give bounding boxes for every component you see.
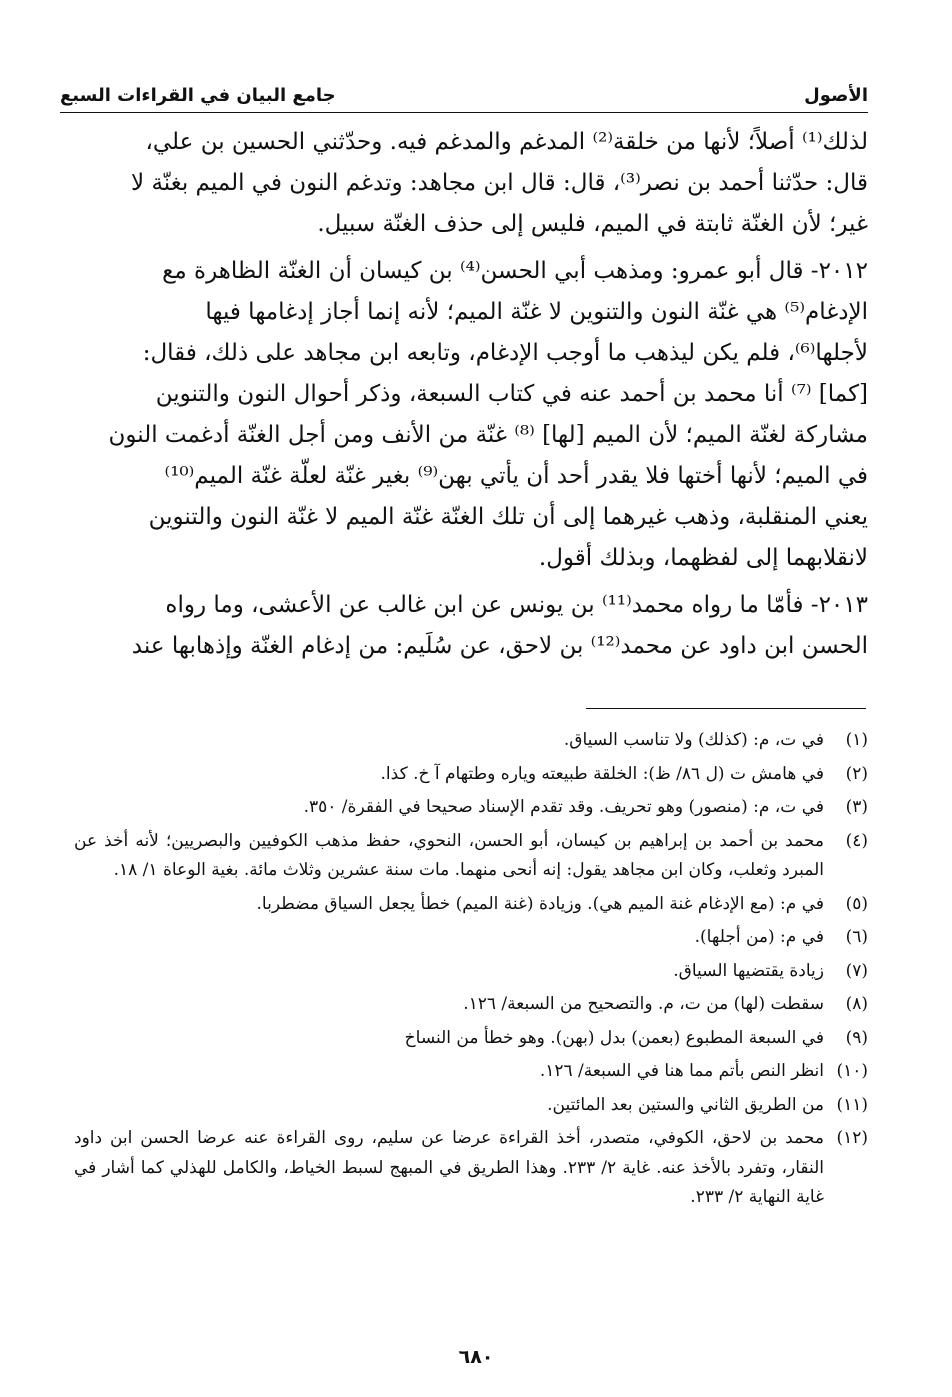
footnote	[74, 1124, 868, 1213]
footnote	[74, 760, 868, 790]
text-line: لانقلابهما إلى لفظهما، وبذلك أقول.	[538, 545, 868, 571]
footnote-text: في هامش ت (ل ٨٦/ ظ): الخلقة طبيعته وياره وطتهام آ خ. كذا.	[380, 763, 824, 784]
footnote-text: في ت، م: (كذلك) ولا تناسب السياق.	[563, 730, 824, 750]
running-header	[60, 72, 868, 113]
footnote-separator	[586, 708, 866, 709]
footnote-text: في م: (من أجلها).	[694, 927, 824, 947]
footnotes	[74, 726, 868, 1217]
footnote	[74, 1091, 868, 1121]
paragraph	[74, 585, 868, 667]
footnote-number: (٥)	[845, 893, 868, 914]
footnote-number: (٣)	[845, 797, 868, 817]
text-line: مشاركة لغنّة الميم؛ لأن الميم [لها] ⁽⁸⁾ غنّة من الأنف ومن أجل الغنّة أدغمت النون	[108, 422, 868, 448]
text-line: غير؛ لأن الغنّة ثابتة في الميم، فليس إلى حذف الغنّة سبيل.	[317, 211, 868, 237]
footnote	[74, 827, 868, 886]
footnote	[74, 793, 868, 823]
text-line: في الميم؛ لأنها أختها فلا يقدر أحد أن يأتي بهن⁽⁹⁾ بغير غنّة لعلّة غنّة الميم⁽¹⁰⁾	[164, 463, 868, 489]
footnote-text: في ت، م: (منصور) وهو تحريف. وقد تقدم الإسناد صحيحا في الفقرة/ ٣٥٠.	[303, 797, 824, 817]
text-line: لأجلها⁽⁶⁾، فلم يكن ليذهب ما أوجب الإدغام، وتابعه ابن مجاهد على ذلك، فقال:	[142, 340, 868, 366]
footnote-number: (١)	[845, 730, 868, 750]
footnote-number: (٩)	[845, 1027, 868, 1048]
text-line: يعني المنقلبة، وذهب غيرهما إلى أن تلك الغنّة غنّة الميم لا غنّة النون والتنوين	[148, 504, 868, 530]
footnote	[74, 890, 868, 920]
footnote-text: محمد بن لاحق، الكوفي، متصدر، أخذ القراءة عرضا عن سليم، روى القراءة عنه عرضا الحسن ابن داود النقار، وتفرد بالأخذ عنه. غاية ٢/ ٢٣٣. وهذا الطريق في المبهج لسبط الخياط، والكامل للهذلي كما أشار في غاية النهاية ٢/ ٢٣٣.	[74, 1128, 825, 1207]
footnote-text: سقطت (لها) من ت، م. والتصحيح من السبعة/ ١٢٦.	[463, 994, 824, 1014]
text-line: لذلك⁽¹⁾ أصلاً؛ لأنها من خلقة⁽²⁾ المدغم والمدغم فيه. وحدّثني الحسين بن علي،	[145, 129, 868, 155]
footnote-number: (١١)	[836, 1094, 868, 1115]
footnote-number: (١٠)	[836, 1061, 868, 1081]
footnote-text: انظر النص بأتم مما هنا في السبعة/ ١٢٦.	[539, 1061, 824, 1081]
footnote-text: محمد بن أحمد بن إبراهيم بن كيسان، أبو الحسن، النحوي، حفظ مذهب الكوفيين والبصريين؛ لأنه أخذ عن المبرد وثعلب، وكان ابن مجاهد يقول: إنه أنحى منهما. مات سنة عشرين وثلاث مائة. بغية الوعاة ١/ ١٨.	[74, 830, 824, 880]
footnote	[74, 957, 868, 987]
footnote	[74, 1024, 868, 1054]
main-text	[74, 122, 868, 673]
footnote-text: من الطريق الثاني والستين بعد المائتين.	[547, 1094, 824, 1115]
footnote	[74, 923, 868, 953]
text-line: قال: حدّثنا أحمد بن نصر⁽³⁾، قال: قال ابن مجاهد: وتدغم النون في الميم بغنّة لا	[131, 170, 868, 196]
footnote-number: (١٢)	[836, 1128, 868, 1148]
footnote	[74, 990, 868, 1020]
text-line: [كما] ⁽⁷⁾ أنا محمد بن أحمد عنه في كتاب السبعة، وذكر أحوال النون والتنوين	[155, 381, 868, 407]
footnote	[74, 1057, 868, 1087]
paragraph	[74, 251, 868, 579]
footnote-number: (٢)	[845, 763, 868, 784]
text-line: ٢٠١٣- فأمّا ما رواه محمد⁽¹¹⁾ بن يونس عن ابن غالب عن الأعشى، وما رواه	[165, 592, 868, 618]
footnote-text: في السبعة المطبوع (بعمن) بدل (بهن). وهو خطأ من النساخ	[404, 1027, 824, 1048]
footnote	[74, 726, 868, 756]
header-section-title: الأصول	[804, 85, 868, 106]
footnote-number: (٦)	[845, 927, 868, 947]
footnote-number: (٨)	[845, 994, 868, 1014]
footnote-text: في م: (مع الإدغام غنة الميم هي). وزيادة (غنة الميم) خطأ يجعل السياق مضطربا.	[256, 893, 824, 914]
page-number: ٦٨٠	[458, 1346, 494, 1368]
header-book-title: جامع البيان في القراءات السبع	[60, 85, 336, 106]
text-line: الحسن ابن داود عن محمد⁽¹²⁾ بن لاحق، عن سُلَيم: من إدغام الغنّة وإذهابها عند	[131, 633, 868, 659]
paragraph	[74, 122, 868, 245]
footnote-number: (٤)	[845, 830, 868, 851]
text-line: الإدغام⁽⁵⁾ هي غنّة النون والتنوين لا غنّة الميم؛ لأنه إنما أجاز إدغامها فيها	[205, 299, 868, 325]
text-line: ٢٠١٢- قال أبو عمرو: ومذهب أبي الحسن⁽⁴⁾ بن كيسان أن الغنّة الظاهرة مع	[162, 258, 868, 284]
footnote-number: (٧)	[845, 960, 868, 981]
footnote-text: زيادة يقتضيها السياق.	[673, 960, 824, 981]
